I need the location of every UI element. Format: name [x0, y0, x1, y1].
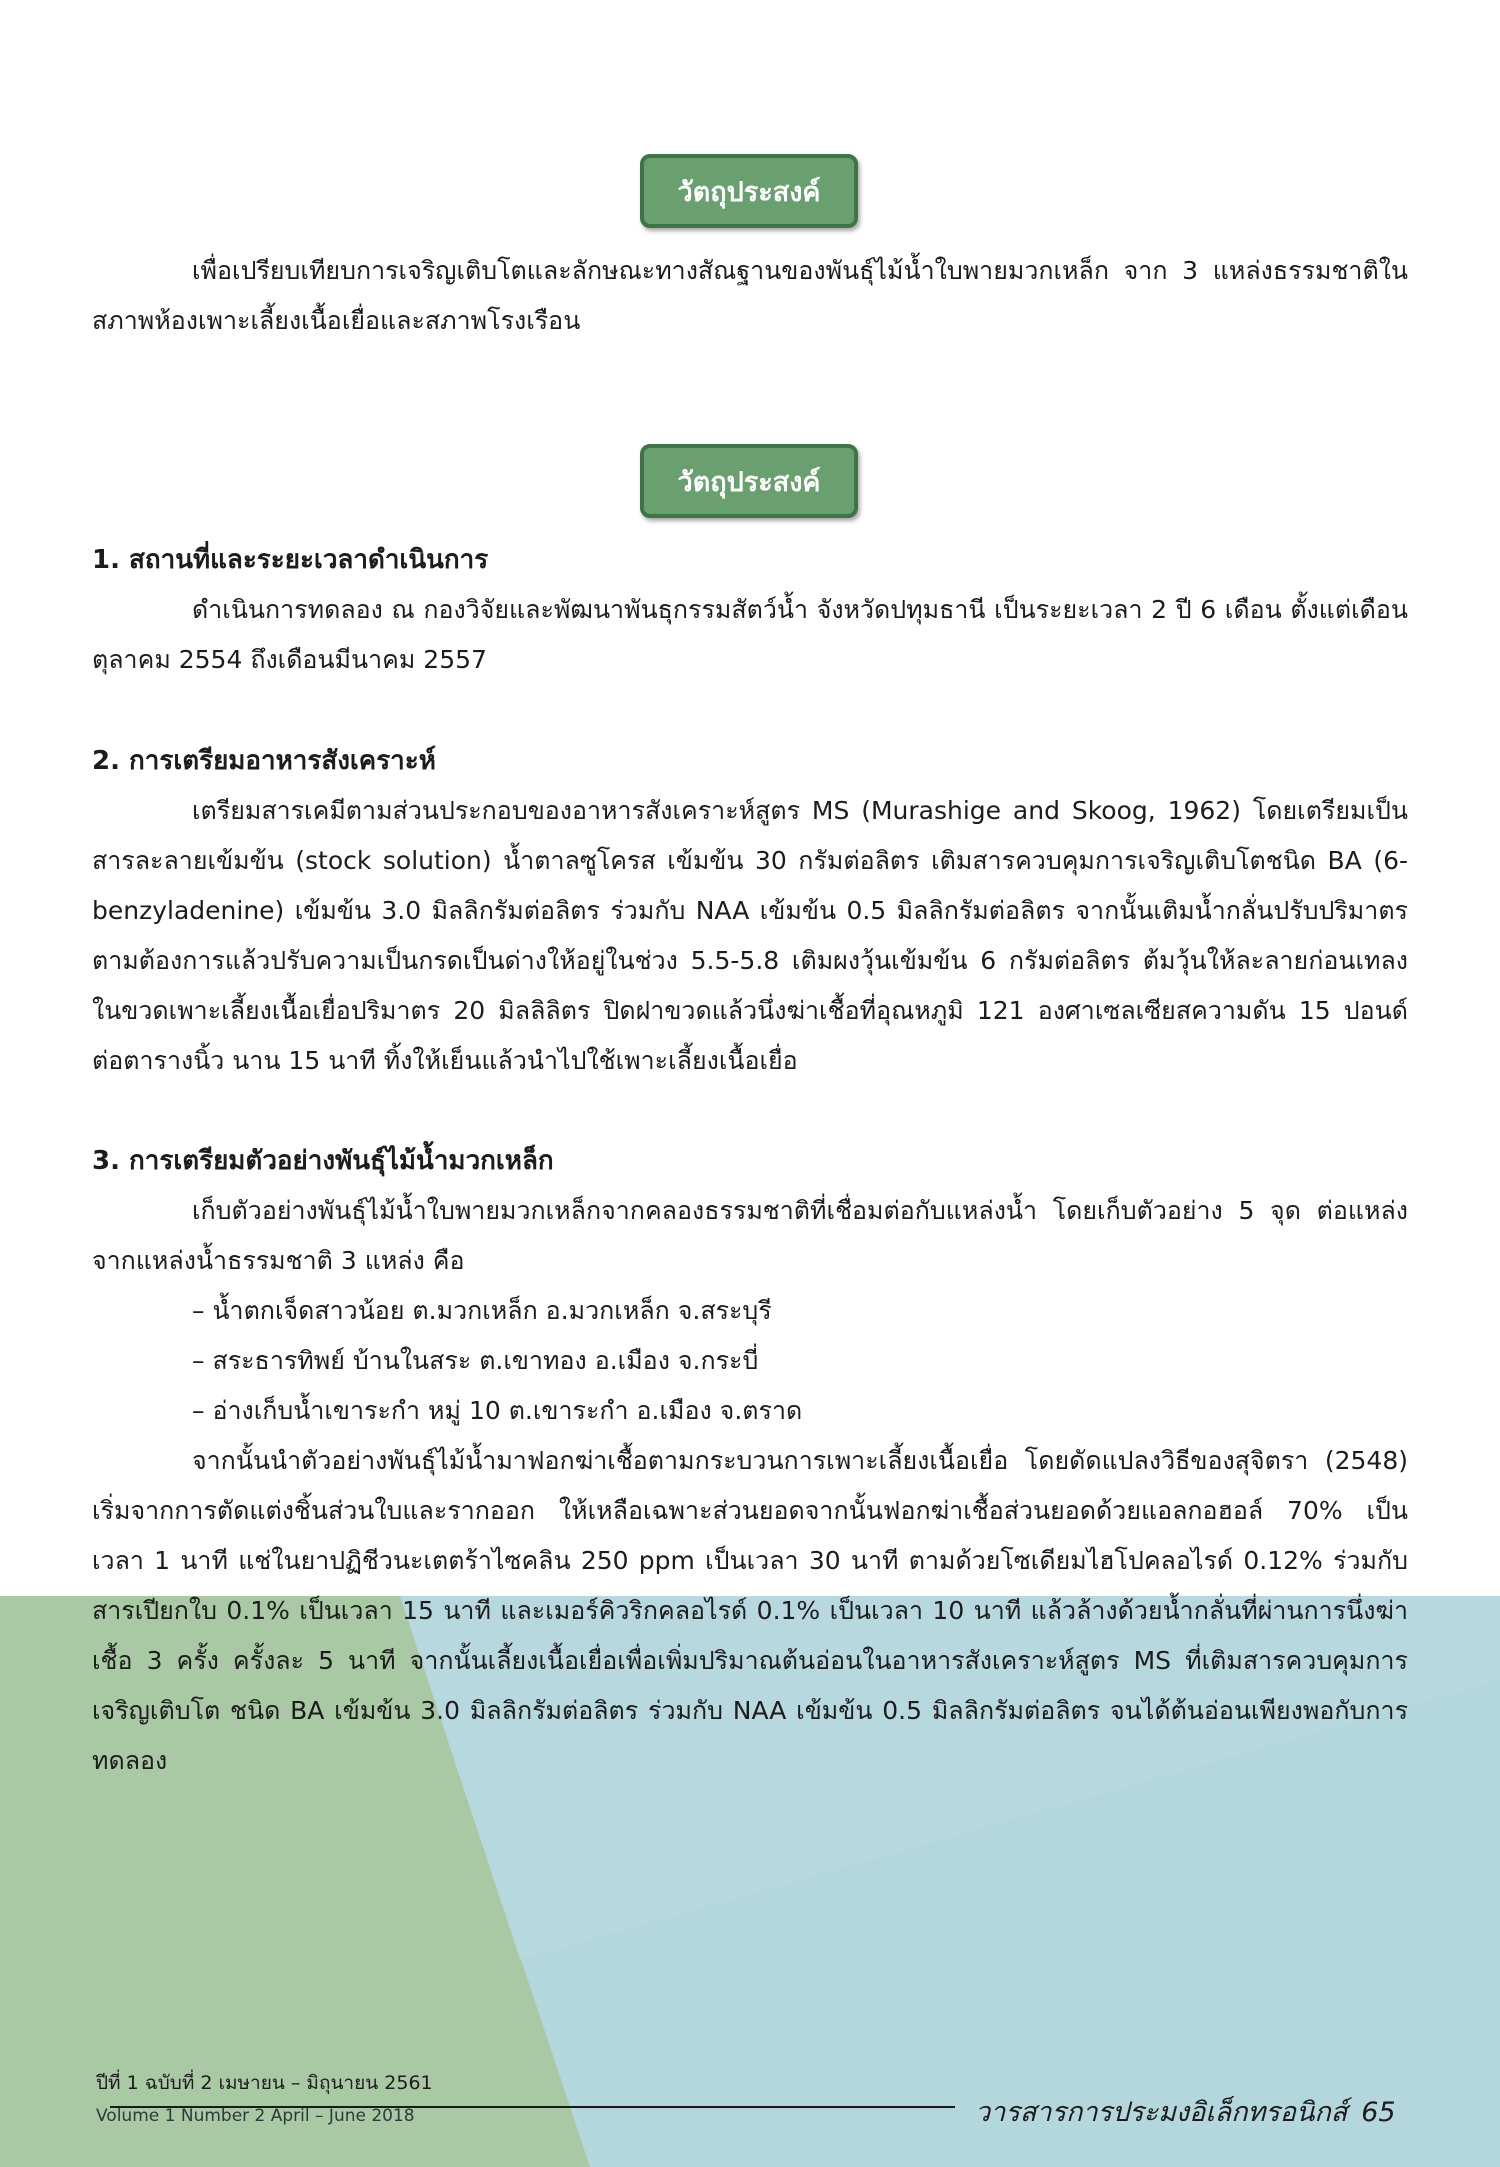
- footer-issue-english: Volume 1 Number 2 April – June 2018: [96, 2106, 415, 2126]
- section-1-paragraph: ดำเนินการทดลอง ณ กองวิจัยและพัฒนาพันธุกรรมสัตว์น้ำ จังหวัดปทุมธานี เป็นระยะเวลา 2 ปี 6 เดือน ตั้งแต่เดือนตุลาคม 2554 ถึงเดือนมีนาคม 2557: [92, 595, 1408, 674]
- objective-paragraph: เพื่อเปรียบเทียบการเจริญเติบโตและลักษณะทางสัณฐานของพันธุ์ไม้น้ำใบพายมวกเหล็ก จาก 3 แหล่งธรรมชาติในสภาพห้องเพาะเลี้ยงเนื้อเยื่อและสภาพโรงเรือน: [92, 256, 1408, 335]
- site-list-item: – สระธารทิพย์ บ้านในสระ ต.เขาทอง อ.เมือง จ.กระบี่: [192, 1346, 759, 1375]
- section-3-paragraph-continued: จากนั้นนำตัวอย่างพันธุ์ไม้น้ำมาฟอกฆ่าเชื้อตามกระบวนการเพาะเลี้ยงเนื้อเยื่อ โดยดัดแปลงวิธีของสุจิตรา (2548) เริ่มจากการตัดแต่งชิ้นส่วนใบและรากออก ให้เหลือเฉพาะส่วนยอดจากนั้นฟอกฆ่าเชื้อส่วนยอดด้วยแอลกอฮอล์ 70% เป็นเวลา 1 นาที แช่ในยาปฏิชีวนะเตตร้าไซคลิน 250 ppm เป็นเวลา 30 นาที ตามด้วยโซเดียมไฮโปคลอไรด์ 0.12% ร่วมกับสารเปียกใบ 0.1% เป็นเวลา 15 นาที และเมอร์คิวริกคลอไรด์ 0.1% เป็นเวลา 10 นาที แล้วล้างด้วยน้ำกลั่นที่ผ่านการนึ่งฆ่าเชื้อ 3 ครั้ง ครั้งละ 5 นาที จากนั้นเลี้ยงเนื้อเยื่อเพื่อเพิ่มปริมาณต้นอ่อนในอาหารสังเคราะห์สูตร MS ที่เติมสารควบคุมการเจริญเติบโต ชนิด BA เข้มข้น 3.0 มิลลิกรัมต่อลิตร ร่วมกับ NAA เข้มข้น 0.5 มิลลิกรัมต่อลิตร จนได้ต้นอ่อนเพียงพอกับการทดลอง: [92, 1446, 1408, 1775]
- footer-issue-thai: ปีที่ 1 ฉบับที่ 2 เมษายน – มิถุนายน 2561: [96, 2072, 433, 2094]
- section-3-heading: 3. การเตรียมตัวอย่างพันธุ์ไม้น้ำมวกเหล็ก: [92, 1146, 554, 1176]
- footer-journal: [975, 2090, 1396, 2133]
- objective-badge: วัตถุประสงค์: [640, 154, 858, 228]
- section-3-paragraph: เก็บตัวอย่างพันธุ์ไม้น้ำใบพายมวกเหล็กจากคลองธรรมชาติที่เชื่อมต่อกับแหล่งน้ำ โดยเก็บตัวอย่าง 5 จุด ต่อแหล่งจากแหล่งน้ำธรรมชาติ 3 แหล่ง คือ: [92, 1196, 1408, 1275]
- page-number: 65: [1361, 2097, 1396, 2128]
- site-list-item: – น้ำตกเจ็ดสาวน้อย ต.มวกเหล็ก อ.มวกเหล็ก จ.สระบุรี: [192, 1296, 772, 1325]
- method-badge: วัตถุประสงค์: [640, 444, 858, 518]
- site-list-item: – อ่างเก็บน้ำเขาระกำ หมู่ 10 ต.เขาระกำ อ.เมือง จ.ตราด: [192, 1396, 803, 1425]
- section-2-heading: 2. การเตรียมอาหารสังเคราะห์: [92, 746, 436, 776]
- section-1-heading: 1. สถานที่และระยะเวลาดำเนินการ: [92, 545, 489, 575]
- section-2-paragraph: เตรียมสารเคมีตามส่วนประกอบของอาหารสังเคราะห์สูตร MS (Murashige and Skoog, 1962) โดยเตรียมเป็นสารละลายเข้มข้น (stock solution) น้ำตาลซูโครส เข้มข้น 30 กรัมต่อลิตร เติมสารควบคุมการเจริญเติบโตชนิด BA (6-benzyladenine) เข้มข้น 3.0 มิลลิกรัมต่อลิตร ร่วมกับ NAA เข้มข้น 0.5 มิลลิกรัมต่อลิตร จากนั้นเติมน้ำกลั่นปรับปริมาตรตามต้องการแล้วปรับความเป็นกรดเป็นด่างให้อยู่ในช่วง 5.5-5.8 เติมผงวุ้นเข้มข้น 6 กรัมต่อลิตร ต้มวุ้นให้ละลายก่อนเทลงในขวดเพาะเลี้ยงเนื้อเยื่อปริมาตร 20 มิลลิลิตร ปิดฝาขวดแล้วนึ่งฆ่าเชื้อที่อุณหภูมิ 121 องศาเซลเซียสความดัน 15 ปอนด์ต่อตารางนิ้ว นาน 15 นาที ทิ้งให้เย็นแล้วนำไปใช้เพาะเลี้ยงเนื้อเยื่อ: [92, 796, 1408, 1075]
- footer-journal-name: วารสารการประมงอิเล็กทรอนิกส์: [975, 2097, 1348, 2128]
